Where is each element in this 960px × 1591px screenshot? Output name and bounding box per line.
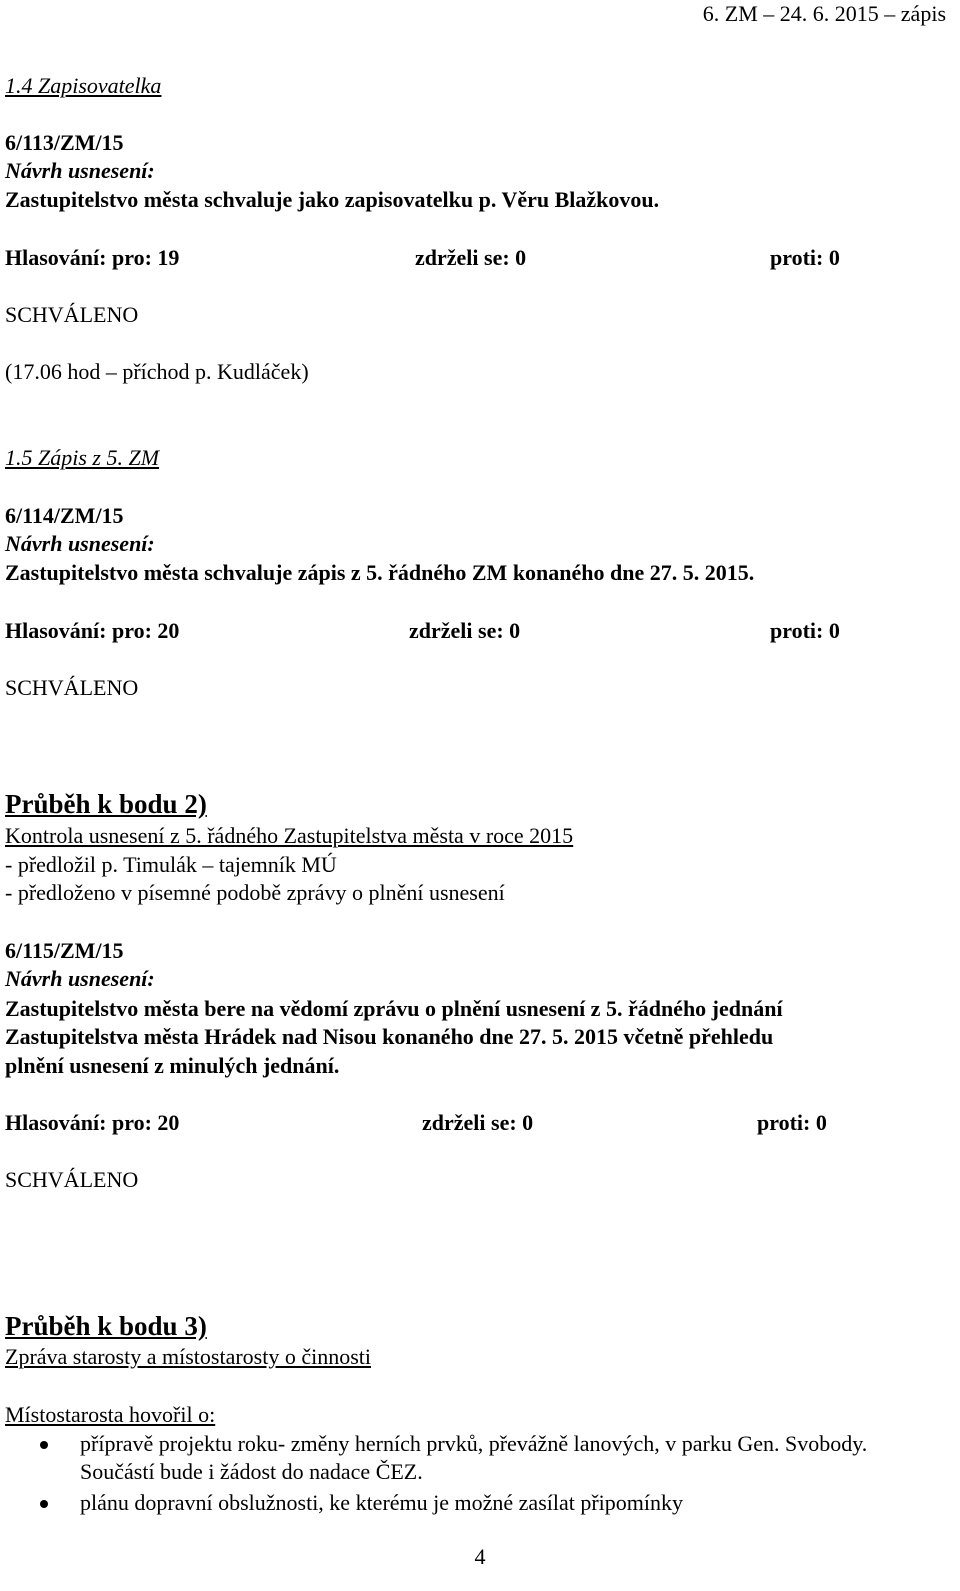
vote-row bbox=[5, 244, 955, 272]
resolution-text-line-3: plnění usnesení z minulých jednání. bbox=[5, 1053, 340, 1078]
section-heading-1-5: 1.5 Zápis z 5. ZM bbox=[5, 445, 160, 470]
presented-line: - předloženo v písemné podobě zprávy o plnění usnesení bbox=[5, 880, 505, 905]
vote-row bbox=[5, 617, 955, 645]
agenda-item-2-subheading: Kontrola usnesení z 5. řádného Zastupitelstva města v roce 2015 bbox=[5, 823, 574, 848]
proposal-label: Návrh usnesení: bbox=[5, 531, 155, 556]
vote-for: Hlasování: pro: 20 bbox=[5, 618, 180, 643]
resolution-text: Zastupitelstvo města schvaluje jako zapisovatelku p. Věru Blažkovou. bbox=[5, 187, 660, 212]
proposal-label: Návrh usnesení: bbox=[5, 158, 155, 183]
section-heading-1-4: 1.4 Zapisovatelka bbox=[5, 73, 162, 98]
page-header: 6. ZM – 24. 6. 2015 – zápis bbox=[702, 1, 946, 26]
resolution-code: 6/114/ZM/15 bbox=[5, 503, 124, 528]
vote-against: proti: 0 bbox=[770, 618, 840, 643]
presenter-line: - předložil p. Timulák – tajemník MÚ bbox=[5, 852, 337, 877]
speaker-intro: Místostarosta hovořil o: bbox=[5, 1402, 216, 1427]
resolution-code: 6/113/ZM/15 bbox=[5, 130, 124, 155]
vote-against: proti: 0 bbox=[757, 1110, 827, 1135]
proposal-label: Návrh usnesení: bbox=[5, 966, 155, 991]
list-item: plánu dopravní obslužnosti, ke kterému je možné zasílat připomínky bbox=[80, 1490, 684, 1515]
resolution-text-line-2: Zastupitelstva města Hrádek nad Nisou konaného dne 27. 5. 2015 včetně přehledu bbox=[5, 1024, 774, 1049]
vote-abstain: zdrželi se: 0 bbox=[415, 245, 527, 270]
result-approved: SCHVÁLENO bbox=[5, 1167, 139, 1192]
resolution-code: 6/115/ZM/15 bbox=[5, 938, 124, 963]
resolution-text-line-1: Zastupitelstvo města bere na vědomí zprávu o plnění usnesení z 5. řádného jednání bbox=[5, 996, 783, 1021]
agenda-item-2-heading: Průběh k bodu 2) bbox=[5, 789, 207, 819]
resolution-text: Zastupitelstvo města schvaluje zápis z 5. řádného ZM konaného dne 27. 5. 2015. bbox=[5, 560, 755, 585]
bullet-icon bbox=[40, 1441, 48, 1449]
result-approved: SCHVÁLENO bbox=[5, 675, 139, 700]
vote-against: proti: 0 bbox=[770, 245, 840, 270]
agenda-item-3-heading: Průběh k bodu 3) bbox=[5, 1311, 207, 1341]
vote-for: Hlasování: pro: 19 bbox=[5, 245, 180, 270]
vote-abstain: zdrželi se: 0 bbox=[409, 618, 521, 643]
page-number: 4 bbox=[474, 1544, 486, 1569]
vote-for: Hlasování: pro: 20 bbox=[5, 1110, 180, 1135]
vote-row bbox=[5, 1109, 955, 1137]
result-approved: SCHVÁLENO bbox=[5, 302, 139, 327]
vote-abstain: zdrželi se: 0 bbox=[422, 1110, 534, 1135]
agenda-item-3-subheading: Zpráva starosty a místostarosty o činnosti bbox=[5, 1344, 371, 1369]
note: (17.06 hod – příchod p. Kudláček) bbox=[5, 359, 309, 384]
bullet-icon bbox=[40, 1500, 48, 1508]
list-item: přípravě projektu roku- změny herních prvků, převážně lanových, v parku Gen. Svobody. Součástí bude i žádost do nadace ČEZ. bbox=[80, 1431, 868, 1484]
